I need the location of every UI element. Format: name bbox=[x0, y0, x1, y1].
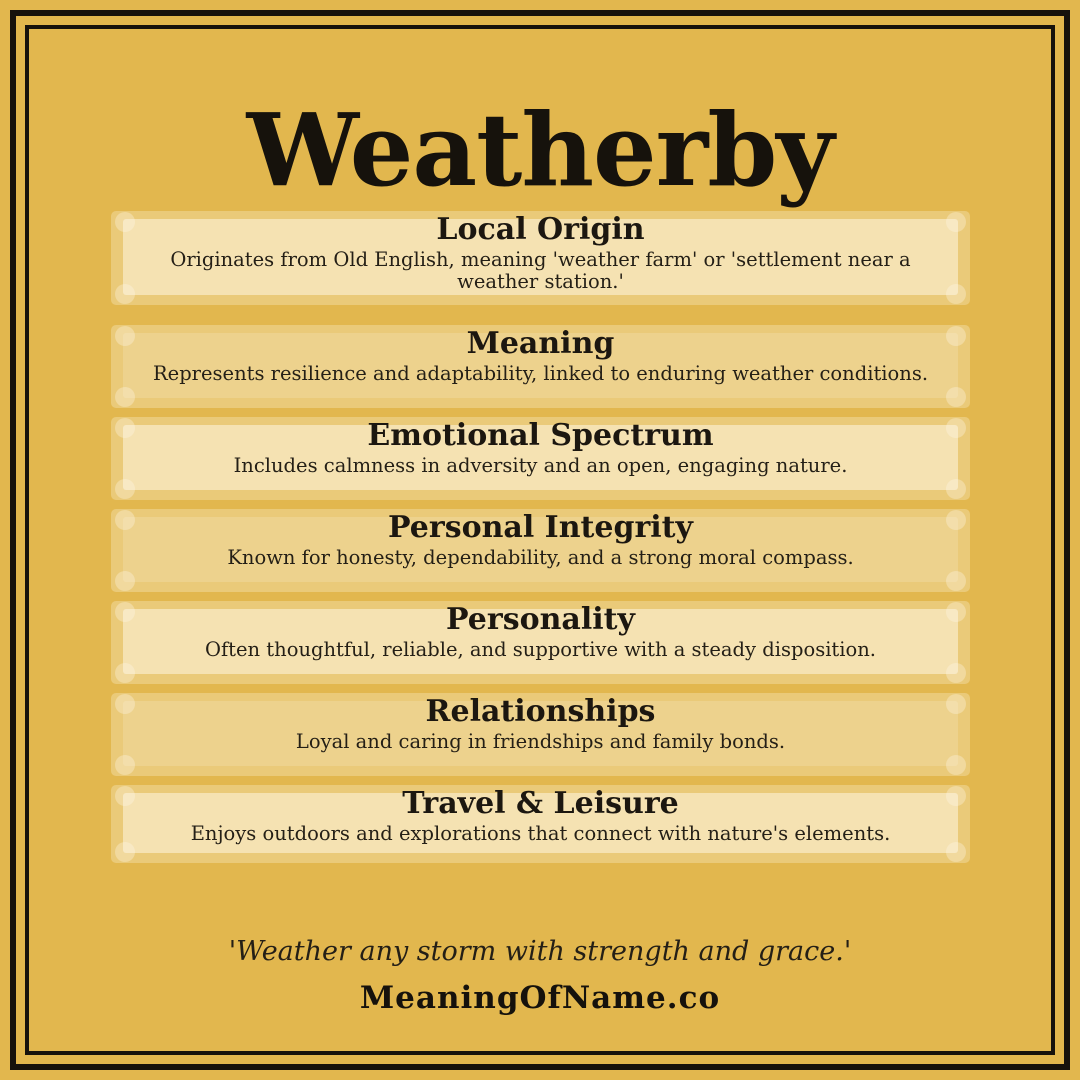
corner-dot-icon bbox=[115, 755, 135, 775]
section-card bbox=[111, 693, 970, 776]
section-heading: Travel & Leisure bbox=[402, 786, 679, 821]
corner-dot-icon bbox=[946, 842, 966, 862]
section-heading: Local Origin bbox=[436, 212, 645, 247]
section-body: Loyal and caring in friendships and family bonds. bbox=[295, 729, 786, 753]
section-body: Enjoys outdoors and explorations that connect with nature's elements. bbox=[190, 821, 891, 845]
corner-dot-icon bbox=[946, 571, 966, 591]
section-card bbox=[111, 417, 970, 500]
page-title: Weatherby bbox=[246, 91, 834, 209]
corner-dot-icon bbox=[115, 571, 135, 591]
section-heading: Personality bbox=[446, 602, 635, 637]
section-heading: Relationships bbox=[425, 694, 656, 729]
corner-dot-icon bbox=[946, 663, 966, 683]
card-content bbox=[111, 509, 970, 569]
corner-dot-icon bbox=[115, 842, 135, 862]
section-card bbox=[111, 509, 970, 592]
section-body: Includes calmness in adversity and an open, engaging nature. bbox=[233, 453, 848, 477]
section-body: Often thoughtful, reliable, and supportive with a steady disposition. bbox=[204, 637, 877, 661]
section-card bbox=[111, 211, 970, 305]
section-body: Represents resilience and adaptability, linked to enduring weather conditions. bbox=[152, 361, 929, 385]
section-card bbox=[111, 785, 970, 863]
card-content bbox=[111, 417, 970, 477]
corner-dot-icon bbox=[115, 479, 135, 499]
corner-dot-icon bbox=[946, 387, 966, 407]
sections-list bbox=[111, 211, 970, 863]
card-content bbox=[111, 785, 970, 845]
card-content bbox=[111, 693, 970, 753]
corner-dot-icon bbox=[946, 479, 966, 499]
brand-name: MeaningOfName.co bbox=[359, 980, 721, 1016]
tagline-quote: 'Weather any storm with strength and grace.' bbox=[228, 936, 852, 967]
section-heading: Emotional Spectrum bbox=[367, 418, 714, 453]
corner-dot-icon bbox=[115, 387, 135, 407]
section-heading: Personal Integrity bbox=[388, 510, 693, 545]
section-card bbox=[111, 325, 970, 408]
card-content bbox=[111, 601, 970, 661]
section-heading: Meaning bbox=[466, 326, 615, 361]
corner-dot-icon bbox=[946, 755, 966, 775]
section-body: Originates from Old English, meaning 'weather farm' or 'settlement near a weather station.' bbox=[170, 247, 911, 293]
card-content bbox=[111, 211, 970, 293]
section-body: Known for honesty, dependability, and a strong moral compass. bbox=[227, 545, 854, 569]
card-content bbox=[111, 325, 970, 385]
section-card bbox=[111, 601, 970, 684]
corner-dot-icon bbox=[115, 663, 135, 683]
